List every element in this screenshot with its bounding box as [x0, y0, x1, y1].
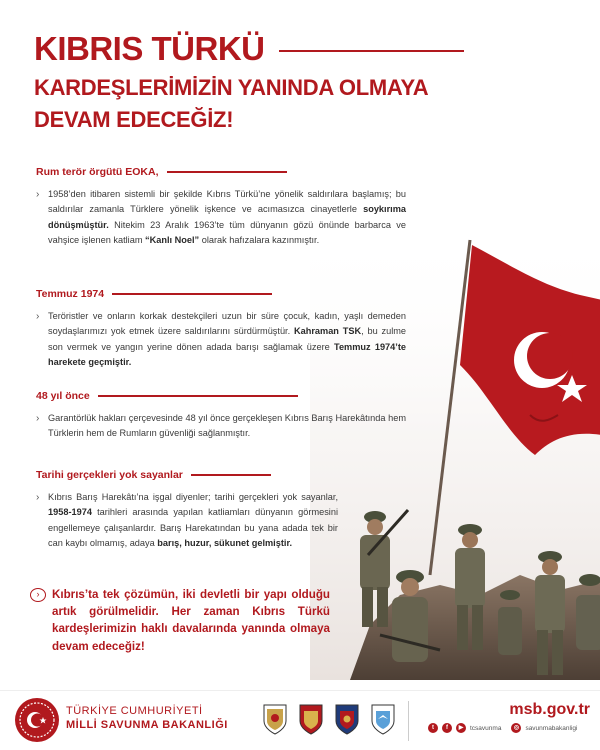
page-title [34, 30, 574, 136]
body-text: tarihleri arasında yapılan katliamları dünyanın görmesini engellemeye çalışanlardır. Barış Harekatından bu yana adada tek bir can kaybı olmamış, adaya [48, 507, 338, 549]
body-text: Kıbrıs Barış Harekâtı’na işgal diyenler; tarihi gerçekleri yok sayanlar, [48, 492, 338, 502]
conclusion-block [30, 586, 330, 655]
chevron-right-icon: › [36, 189, 40, 200]
body-text: Teröristler ve onların korkak destekçileri uzun bir süre çocuk, kadın, yaşlı demeden soydaşlarımızı yok etmek üzere saldırılarını sürdürmüştür. [48, 311, 406, 337]
emphasis-text: soykırıma dönüşmüştür. [48, 204, 406, 230]
heading-rule [167, 171, 287, 173]
title-rule [279, 50, 464, 52]
general-staff-emblem-icon [262, 703, 288, 735]
emphasis-text: Kahraman TSK [293, 326, 362, 337]
section-heading [36, 389, 406, 403]
naval-forces-emblem-icon [334, 703, 360, 735]
section-48-yil-once [36, 389, 406, 442]
section-body [48, 309, 406, 371]
website-link[interactable]: msb.gov.tr [509, 701, 590, 718]
youtube-icon[interactable]: ▶ [456, 723, 466, 733]
emphasis-text: 1958-1974 [48, 507, 92, 518]
heading-rule [98, 395, 298, 397]
facebook-icon[interactable]: f [442, 723, 452, 733]
heading-rule [191, 474, 271, 476]
body-text: Garantörlük hakları çerçevesinde 48 yıl önce gerçekleşen Kıbrıs Barış Harekâtında hem Türklerin hem de Rumların güvenliği sağlanmıştır. [48, 413, 406, 439]
section-body [48, 187, 406, 249]
title-line-2: KARDEŞLERİMİZİN YANINDA OLMAYA [34, 75, 429, 100]
body-text: olarak hafızalara kazınmıştır. [199, 235, 320, 246]
force-emblems [262, 703, 396, 735]
section-heading-text: Tarihi gerçekleri yok sayanlar [36, 469, 183, 481]
ministry-line-1: TÜRKİYE CUMHURİYETİ [66, 705, 203, 717]
ministry-line-2: MİLLİ SAVUNMA BAKANLIĞI [66, 719, 228, 731]
title-line-1: KIBRIS TÜRKÜ [34, 30, 265, 67]
body-text: 1958’den itibaren sistemli bir şekilde Kıbrıs Türkü’ne yönelik saldırılara başlamış; bu saldırılar zamanla Türklere yönelik işkence ve acımasızca cinayetlerle [48, 189, 406, 215]
chevron-right-icon: › [36, 311, 40, 322]
emphasis-text: Temmuz 1974’te harekete geçmiştir. [48, 341, 406, 368]
chevron-right-icon: › [36, 413, 40, 424]
section-eoka [36, 165, 406, 249]
circle-chevron-icon: › [30, 588, 46, 602]
section-heading [36, 165, 406, 179]
youtube-handle[interactable]: tcsavunma [470, 724, 502, 732]
emphasis-text: “Kanlı Noel” [145, 235, 200, 246]
section-heading [36, 287, 406, 301]
footer-divider [408, 701, 409, 741]
ministry-name [66, 705, 228, 733]
conclusion-text: Kıbrıs’ta tek çözümün, iki devletli bir yapı olduğu artık görülmelidir. Her zaman Kıbrıs Türkü kardeşlerimizin haklı davalarında yanında olmaya devam edeceğiz! [52, 588, 330, 653]
body-text: , bu zulme son vermek ve yangın yerine dönen adada barışı sağlamak üzere [48, 326, 407, 352]
chevron-right-icon: › [36, 492, 40, 503]
title-line-3: DEVAM EDECEĞİZ! [34, 107, 234, 132]
section-temmuz-1974 [36, 287, 406, 371]
instagram-icon[interactable]: ◎ [511, 723, 521, 733]
section-heading-text: 48 yıl önce [36, 390, 90, 402]
section-heading [36, 468, 396, 482]
air-forces-emblem-icon [370, 703, 396, 735]
heading-rule [112, 293, 272, 295]
land-forces-emblem-icon [298, 703, 324, 735]
footer [0, 690, 600, 750]
section-body [48, 490, 338, 552]
body-text: Nitekim 23 Aralık 1963’te tüm dünyanın gözü önünde barbarca ve vahşice işlenen katliam [48, 219, 406, 246]
social-links [428, 723, 583, 733]
section-tarihi-gercekler [36, 468, 396, 552]
section-heading-text: Temmuz 1974 [36, 288, 105, 300]
section-body [48, 411, 406, 442]
section-heading-text: Rum terör örgütü EOKA, [36, 166, 159, 178]
twitter-icon[interactable]: t [428, 723, 438, 733]
emphasis-text: barış, huzur, sükunet gelmiştir. [157, 538, 293, 549]
ministry-seal-icon [14, 697, 60, 743]
instagram-handle[interactable]: savunmabakanligi [525, 724, 578, 732]
